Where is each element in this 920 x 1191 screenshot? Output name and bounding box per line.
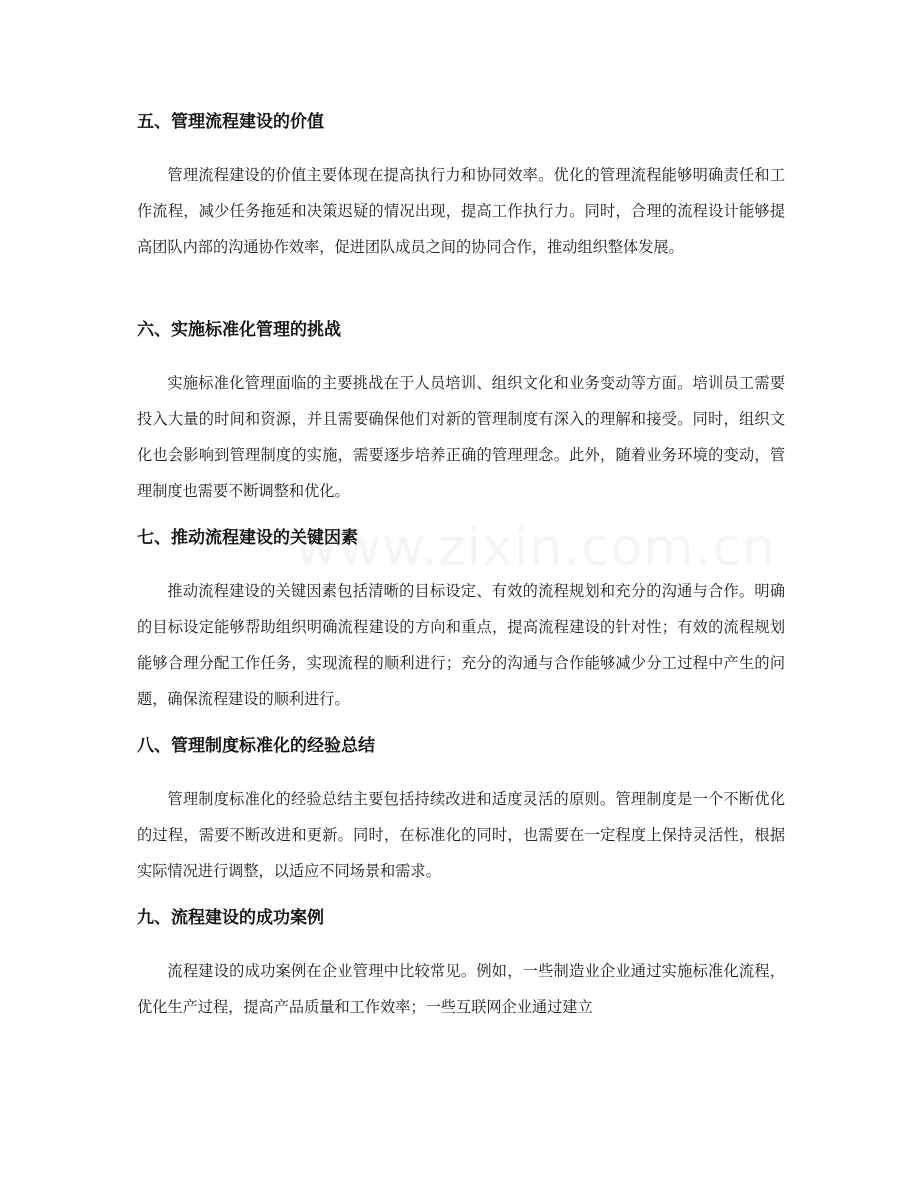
section-heading: 六、实施标准化管理的挑战 (137, 320, 341, 340)
section-heading: 九、流程建设的成功案例 (137, 908, 324, 928)
section-paragraph: 流程建设的成功案例在企业管理中比较常见。例如，一些制造业企业通过实施标准化流程，优化生产过程，提高产品质量和工作效率；一些互联网企业通过建立 (137, 962, 785, 1016)
section-paragraph: 管理流程建设的价值主要体现在提高执行力和协同效率。优化的管理流程能够明确责任和工作流程，减少任务拖延和决策迟疑的情况出现，提高工作执行力。同时，合理的流程设计能够提高团队内部的沟通协作效率，促进团队成员之间的协同合作，推动组织整体发展。 (137, 166, 785, 256)
section-paragraph: 管理制度标准化的经验总结主要包括持续改进和适度灵活的原则。管理制度是一个不断优化的过程，需要不断改进和更新。同时，在标准化的同时，也需要在一定程度上保持灵活性，根据实际情况进行调整，以适应不同场景和需求。 (137, 790, 785, 880)
section-7 (137, 526, 785, 717)
section-paragraph: 实施标准化管理面临的主要挑战在于人员培训、组织文化和业务变动等方面。培训员工需要投入大量的时间和资源，并且需要确保他们对新的管理制度有深入的理解和接受。同时，组织文化也会影响到管理制度的实施，需要逐步培养正确的管理理念。此外，随着业务环境的变动，管理制度也需要不断调整和优化。 (137, 374, 785, 500)
section-heading: 五、管理流程建设的价值 (137, 112, 324, 132)
section-paragraph: 推动流程建设的关键因素包括清晰的目标设定、有效的流程规划和充分的沟通与合作。明确的目标设定能够帮助组织明确流程建设的方向和重点，提高流程建设的针对性；有效的流程规划能够合理分配工作任务，实现流程的顺利进行；充分的沟通与合作能够减少分工过程中产生的问题，确保流程建设的顺利进行。 (137, 582, 785, 708)
section-heading: 八、管理制度标准化的经验总结 (137, 736, 375, 756)
section-heading: 七、推动流程建设的关键因素 (137, 528, 358, 548)
section-9 (137, 906, 785, 1025)
watermark: www.zixin.com.cn (295, 518, 776, 578)
section-8 (137, 734, 785, 889)
section-6 (137, 318, 785, 509)
section-5 (137, 110, 785, 265)
